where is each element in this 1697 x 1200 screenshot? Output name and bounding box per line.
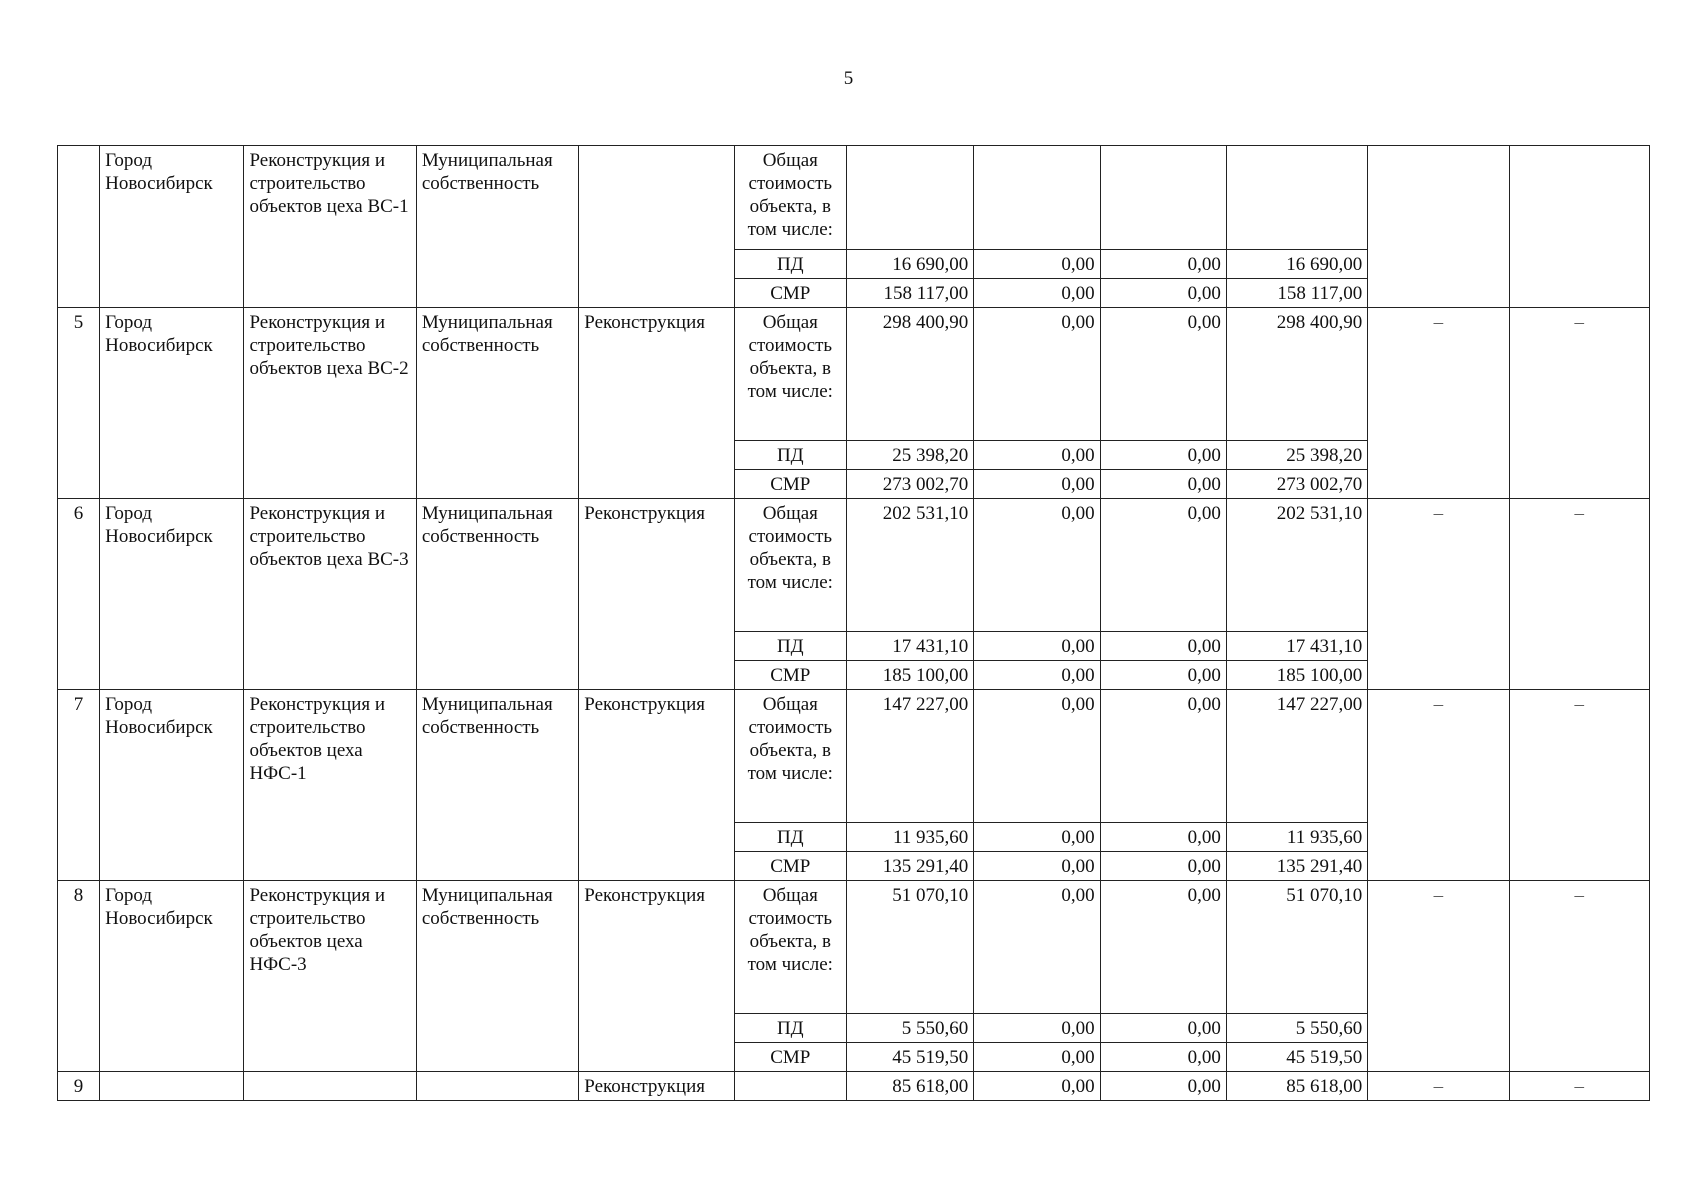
cost-label-pd: ПД: [734, 632, 846, 661]
cost-label-smr: СМР: [734, 661, 846, 690]
pd-value-cell: 16 690,00: [846, 250, 973, 279]
pd-value-cell: 25 398,20: [1226, 441, 1367, 470]
extra-cell: –: [1509, 308, 1649, 499]
extra-cell: –: [1509, 881, 1649, 1072]
general-value-cell: 0,00: [1100, 308, 1226, 441]
pd-value-cell: 25 398,20: [846, 441, 973, 470]
extra-cell: –: [1509, 499, 1649, 690]
object-name-cell: Реконструкция и строительство объектов цеха ВС-2: [244, 308, 416, 499]
general-value-cell: 0,00: [974, 690, 1100, 823]
ownership-cell: Муниципальная собственность: [416, 690, 578, 881]
smr-value-cell: 45 519,50: [846, 1043, 973, 1072]
smr-value-cell: 0,00: [1100, 470, 1226, 499]
extra-cell: –: [1509, 690, 1649, 881]
general-value-cell: 0,00: [1100, 499, 1226, 632]
pd-value-cell: 11 935,60: [846, 823, 973, 852]
object-name-cell: Реконструкция и строительство объектов цеха ВС-3: [244, 499, 416, 690]
extra-cell: –: [1368, 690, 1509, 881]
pd-value-cell: 0,00: [974, 250, 1100, 279]
ownership-cell: Муниципальная собственность: [416, 881, 578, 1072]
object-name-cell: Реконструкция и строительство объектов цеха ВС-1: [244, 146, 416, 308]
smr-value-cell: 0,00: [1100, 279, 1226, 308]
pd-value-cell: 17 431,10: [846, 632, 973, 661]
extra-cell: [1509, 146, 1649, 308]
smr-value-cell: 0,00: [1100, 1043, 1226, 1072]
cost-label-cell: [734, 1072, 846, 1101]
smr-value-cell: 45 519,50: [1226, 1043, 1367, 1072]
table-row: [58, 690, 1650, 823]
smr-value-cell: 135 291,40: [846, 852, 973, 881]
last-value-cell: 85 618,00: [1226, 1072, 1367, 1101]
smr-value-cell: 273 002,70: [1226, 470, 1367, 499]
general-value-cell: 298 400,90: [1226, 308, 1367, 441]
row-index: 6: [58, 499, 100, 690]
ownership-cell: Муниципальная собственность: [416, 499, 578, 690]
investment-table: [57, 145, 1650, 1101]
row-index: 9: [58, 1072, 100, 1101]
cost-label-general: Общая стоимость объекта, в том числе:: [734, 881, 846, 1014]
general-value-cell: 298 400,90: [846, 308, 973, 441]
city-cell: Город Новосибирск: [100, 146, 244, 308]
work-type-cell: Реконструкция: [579, 308, 734, 499]
object-name-cell: Реконструкция и строительство объектов цеха НФС-3: [244, 881, 416, 1072]
cost-label-smr: СМР: [734, 852, 846, 881]
ownership-cell: [416, 1072, 578, 1101]
pd-value-cell: 16 690,00: [1226, 250, 1367, 279]
cost-label-pd: ПД: [734, 823, 846, 852]
city-cell: Город Новосибирск: [100, 308, 244, 499]
pd-value-cell: 0,00: [974, 1014, 1100, 1043]
general-value-cell: 0,00: [974, 308, 1100, 441]
table-row: [58, 499, 1650, 632]
general-value-cell: 202 531,10: [846, 499, 973, 632]
pd-value-cell: 0,00: [1100, 1014, 1226, 1043]
extra-cell: [1368, 146, 1509, 308]
general-value-cell: 0,00: [974, 499, 1100, 632]
extra-cell: –: [1368, 881, 1509, 1072]
cost-label-smr: СМР: [734, 470, 846, 499]
smr-value-cell: 185 100,00: [846, 661, 973, 690]
general-value-cell: 51 070,10: [1226, 881, 1367, 1014]
row-index: 5: [58, 308, 100, 499]
extra-cell: –: [1368, 499, 1509, 690]
smr-value-cell: 158 117,00: [846, 279, 973, 308]
general-value-cell: 147 227,00: [846, 690, 973, 823]
smr-value-cell: 135 291,40: [1226, 852, 1367, 881]
city-cell: Город Новосибирск: [100, 499, 244, 690]
cost-label-general: Общая стоимость объекта, в том числе:: [734, 146, 846, 250]
object-name-cell: [244, 1072, 416, 1101]
ownership-cell: Муниципальная собственность: [416, 308, 578, 499]
general-value-cell: [1100, 146, 1226, 250]
cost-label-pd: ПД: [734, 250, 846, 279]
general-value-cell: [974, 146, 1100, 250]
table-row: [58, 881, 1650, 1014]
cost-label-general: Общая стоимость объекта, в том числе:: [734, 499, 846, 632]
pd-value-cell: 0,00: [1100, 250, 1226, 279]
pd-value-cell: 0,00: [1100, 632, 1226, 661]
general-value-cell: 202 531,10: [1226, 499, 1367, 632]
last-value-cell: 85 618,00: [846, 1072, 973, 1101]
work-type-cell: [579, 146, 734, 308]
object-name-cell: Реконструкция и строительство объектов цеха НФС-1: [244, 690, 416, 881]
ownership-cell: Муниципальная собственность: [416, 146, 578, 308]
general-value-cell: [1226, 146, 1367, 250]
work-type-cell: Реконструкция: [579, 690, 734, 881]
table-row: [58, 146, 1650, 250]
general-value-cell: [846, 146, 973, 250]
smr-value-cell: 273 002,70: [846, 470, 973, 499]
pd-value-cell: 11 935,60: [1226, 823, 1367, 852]
extra-cell: –: [1368, 308, 1509, 499]
extra-cell: –: [1368, 1072, 1509, 1101]
general-value-cell: 147 227,00: [1226, 690, 1367, 823]
table-row: [58, 308, 1650, 441]
smr-value-cell: 0,00: [1100, 852, 1226, 881]
pd-value-cell: 0,00: [974, 441, 1100, 470]
smr-value-cell: 0,00: [974, 279, 1100, 308]
table-row-last: [58, 1072, 1650, 1101]
pd-value-cell: 0,00: [1100, 823, 1226, 852]
page-number: 5: [843, 68, 854, 89]
pd-value-cell: 0,00: [1100, 441, 1226, 470]
cost-label-general: Общая стоимость объекта, в том числе:: [734, 690, 846, 823]
smr-value-cell: 158 117,00: [1226, 279, 1367, 308]
smr-value-cell: 0,00: [974, 470, 1100, 499]
city-cell: [100, 1072, 244, 1101]
pd-value-cell: 17 431,10: [1226, 632, 1367, 661]
general-value-cell: 0,00: [1100, 881, 1226, 1014]
general-value-cell: 0,00: [974, 881, 1100, 1014]
work-type-cell: Реконструкция: [579, 1072, 734, 1101]
cost-label-smr: СМР: [734, 279, 846, 308]
smr-value-cell: 0,00: [974, 852, 1100, 881]
smr-value-cell: 0,00: [1100, 661, 1226, 690]
cost-label-general: Общая стоимость объекта, в том числе:: [734, 308, 846, 441]
cost-label-pd: ПД: [734, 441, 846, 470]
city-cell: Город Новосибирск: [100, 690, 244, 881]
general-value-cell: 0,00: [1100, 690, 1226, 823]
cost-label-smr: СМР: [734, 1043, 846, 1072]
last-value-cell: 0,00: [974, 1072, 1100, 1101]
extra-cell: –: [1509, 1072, 1649, 1101]
pd-value-cell: 5 550,60: [846, 1014, 973, 1043]
smr-value-cell: 185 100,00: [1226, 661, 1367, 690]
pd-value-cell: 5 550,60: [1226, 1014, 1367, 1043]
pd-value-cell: 0,00: [974, 632, 1100, 661]
work-type-cell: Реконструкция: [579, 881, 734, 1072]
table-body: [58, 146, 1650, 1101]
row-index: 8: [58, 881, 100, 1072]
pd-value-cell: 0,00: [974, 823, 1100, 852]
row-index: 7: [58, 690, 100, 881]
smr-value-cell: 0,00: [974, 661, 1100, 690]
row-index: [58, 146, 100, 308]
work-type-cell: Реконструкция: [579, 499, 734, 690]
general-value-cell: 51 070,10: [846, 881, 973, 1014]
city-cell: Город Новосибирск: [100, 881, 244, 1072]
smr-value-cell: 0,00: [974, 1043, 1100, 1072]
last-value-cell: 0,00: [1100, 1072, 1226, 1101]
cost-label-pd: ПД: [734, 1014, 846, 1043]
